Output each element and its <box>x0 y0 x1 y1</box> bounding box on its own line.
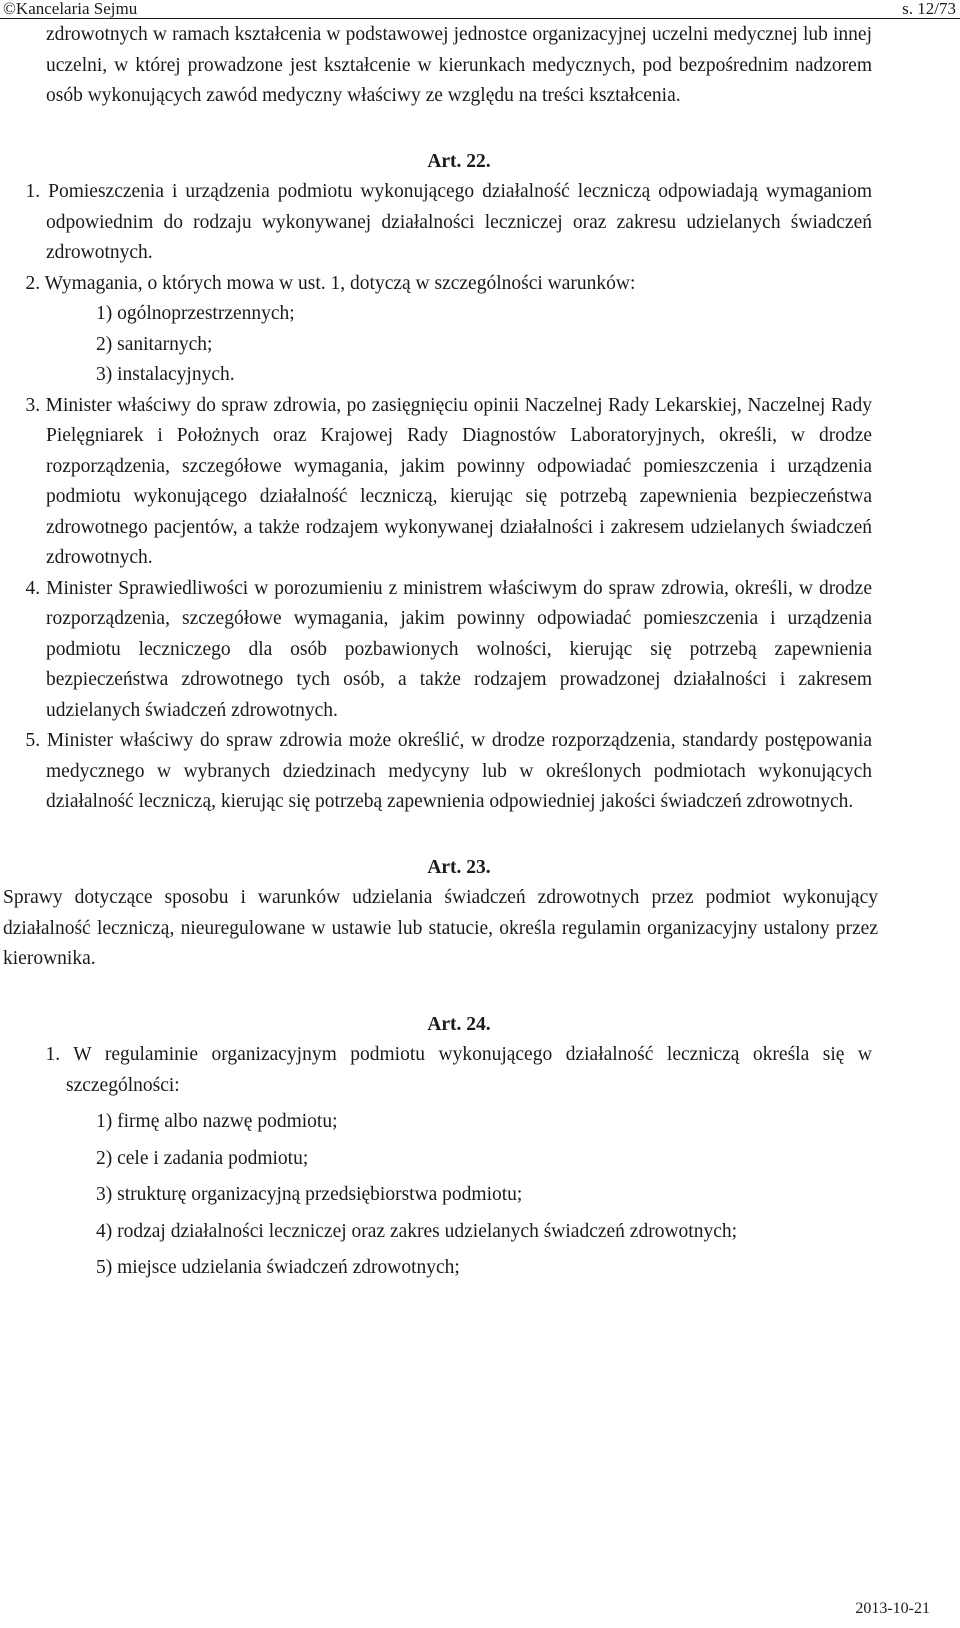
continuation-paragraph: zdrowotnych w ramach kształcenia w podstawowej jednostce organizacyjnej uczelni medycznej lub innej uczelni, w której prowadzone jest kształcenie w kierunkach medycznych, pod bezpośrednim nadzorem osób wykonujących zawód medyczny właściwy ze względu na treści kształcenia. <box>46 24 872 106</box>
art24-para-1-item: 2) cele i zadania podmiotu; <box>96 1147 309 1169</box>
art24-para-1-item: 1) firmę albo nazwę podmiotu; <box>96 1111 338 1132</box>
header-divider <box>0 18 960 19</box>
article-22-title: Art. 22. <box>427 150 491 172</box>
article-23-title: Art. 23. <box>427 856 491 878</box>
document-body <box>3 20 878 1284</box>
art22-para-2-item: 1) ogólnoprzestrzennych; <box>96 303 295 324</box>
art22-para-1: 1. Pomieszczenia i urządzenia podmiotu wykonującego działalność leczniczą odpowiadają wymaganiom odpowiednim do rodzaju wykonywanej działalności leczniczej oraz zakresu udzielanych świadczeń zdrowotnych. <box>25 181 872 263</box>
art23-text: Sprawy dotyczące sposobu i warunków udzielania świadczeń zdrowotnych przez podmiot wykonujący działalność leczniczą, nieuregulowane w ustawie lub statucie, określa regulamin organizacyjny ustalony przez kierownika. <box>3 887 878 969</box>
art24-para-1-item: 3) strukturę organizacyjną przedsiębiorstwa podmiotu; <box>96 1184 523 1205</box>
art24-para-1-item: 5) miejsce udzielania świadczeń zdrowotnych; <box>96 1257 460 1278</box>
art22-para-2-item: 3) instalacyjnych. <box>96 364 235 385</box>
art22-para-5: 5. Minister właściwy do spraw zdrowia może określić, w drodze rozporządzenia, standardy postępowania medycznego w wybranych dziedzinach medycyny lub w określonych podmiotach wykonujących działalność leczniczą, kierując się potrzebą zapewnienia odpowiedniej jakości świadczeń zdrowotnych. <box>25 730 872 812</box>
header-source: ©Kancelaria Sejmu <box>3 0 138 18</box>
art24-para-1-item: 4) rodzaj działalności leczniczej oraz zakres udzielanych świadczeń zdrowotnych; <box>96 1220 738 1242</box>
footer-date: 2013-10-21 <box>855 1600 930 1617</box>
art22-para-3: 3. Minister właściwy do spraw zdrowia, po zasięgnięciu opinii Naczelnej Rady Lekarskiej, Naczelnej Rady Pielęgniarek i Położnych oraz Krajowej Rady Diagnostów Laboratoryjnych, określi, w drodze rozporządzenia, szczegółowe wymagania, jakim powinny odpowiadać pomieszczenia i urządzenia podmiotu wykonującego działalność leczniczą, kierując się potrzebą zapewnienia bezpieczeństwa zdrowotnego pacjentów, a także rodzajem wykonywanej działalności i zakresem udzielanych świadczeń zdrowotnych. <box>25 394 872 568</box>
article-24-title: Art. 24. <box>427 1013 491 1035</box>
art22-para-4: 4. Minister Sprawiedliwości w porozumieniu z ministrem właściwym do spraw zdrowia, określi, w drodze rozporządzenia, szczegółowe wymagania, jakim powinny odpowiadać pomieszczenia i urządzenia podmiotu leczniczego dla osób pozbawionych wolności, kierując się potrzebą zapewnienia bezpieczeństwa zdrowotnego tych osób, a także rodzajem prowadzonej działalności i zakresem udzielanych świadczeń zdrowotnych. <box>25 577 872 721</box>
art24-para-1: 1. W regulaminie organizacyjnym podmiotu wykonującego działalność leczniczą określa się w szczególności: <box>45 1044 872 1096</box>
art22-para-2: 2. Wymagania, o których mowa w ust. 1, dotyczą w szczególności warunków: <box>25 272 636 294</box>
art22-para-2-item: 2) sanitarnych; <box>96 333 213 355</box>
header-page-number: s. 12/73 <box>902 0 956 18</box>
